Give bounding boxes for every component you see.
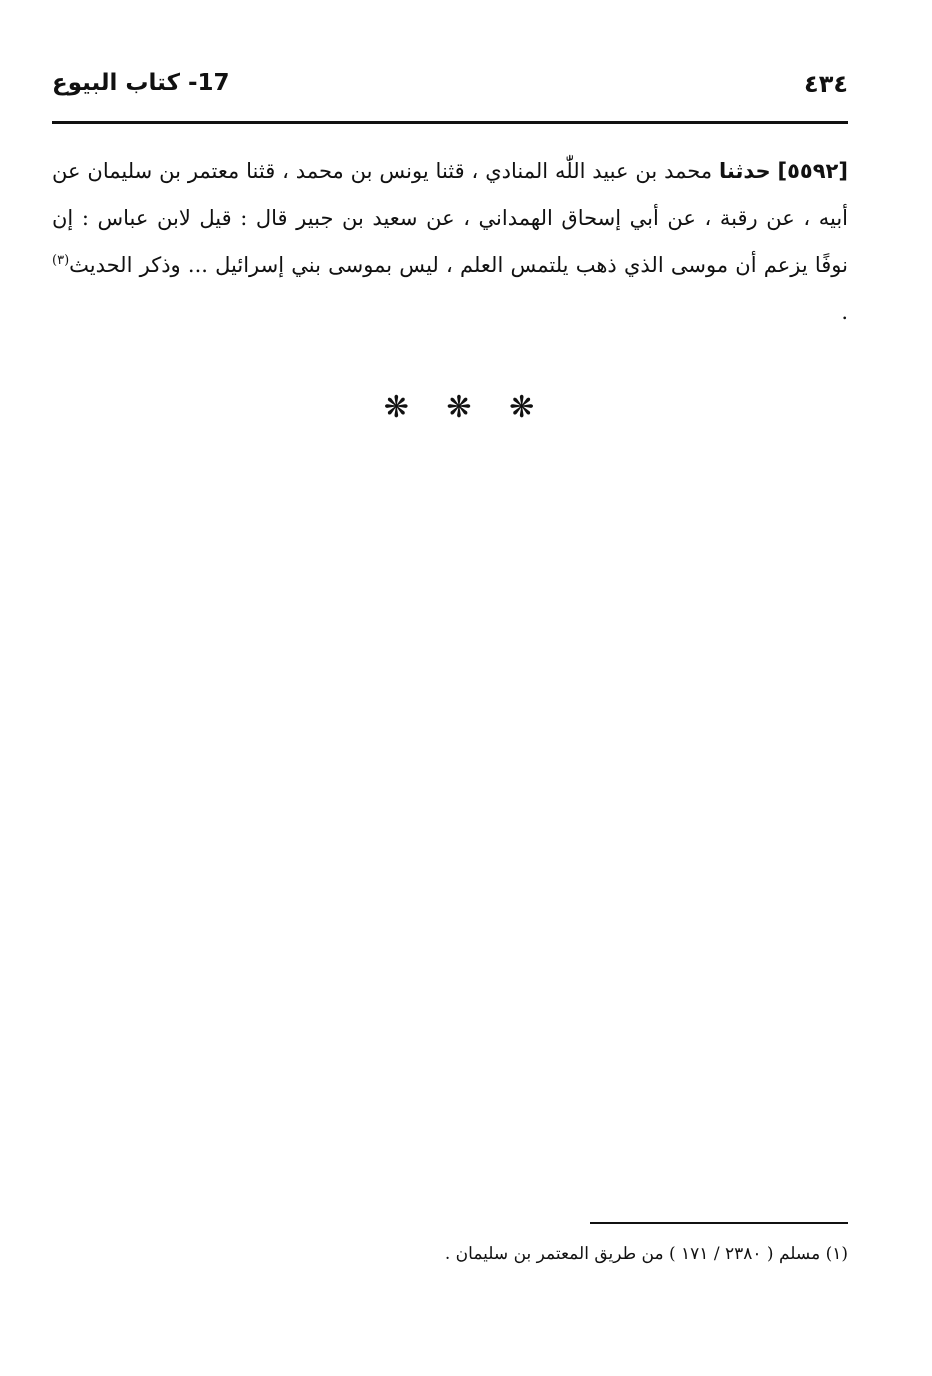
chapter-title: 17- كتاب البيوع [52,70,230,96]
section-separator: ❋ ❋ ❋ [383,390,549,425]
footnote: (١) مسلم ( ٢٣٨٠ / ١٧١ ) من طريق المعتمر بن سليمان . [444,1244,848,1264]
page-header [52,70,848,110]
footnote-reference: (٣) [52,253,70,268]
hadith-lead-word: حدثنا [718,159,771,183]
page-number: ٤٣٤ [804,70,848,98]
footnote-rule [590,1222,848,1224]
header-rule [52,121,848,124]
hadith-text: محمد بن عبيد اللّٰه المنادي ، قثنا يونس بن محمد ، قثنا معتمر بن سليمان عن أبيه ، عن رقبة ، عن أبي إسحاق الهمداني ، عن سعيد بن جبير قال : قيل لابن عباس : إن نوفًا يزعم أن موسى الذي ذهب يلتمس العلم ، ليس بموسى بني إسرائيل ... وذكر الحديث [52,159,848,277]
hadith-number: [٥٥٩٢] [777,159,848,183]
hadith-paragraph [52,148,848,336]
hadith-end: . [841,300,848,324]
